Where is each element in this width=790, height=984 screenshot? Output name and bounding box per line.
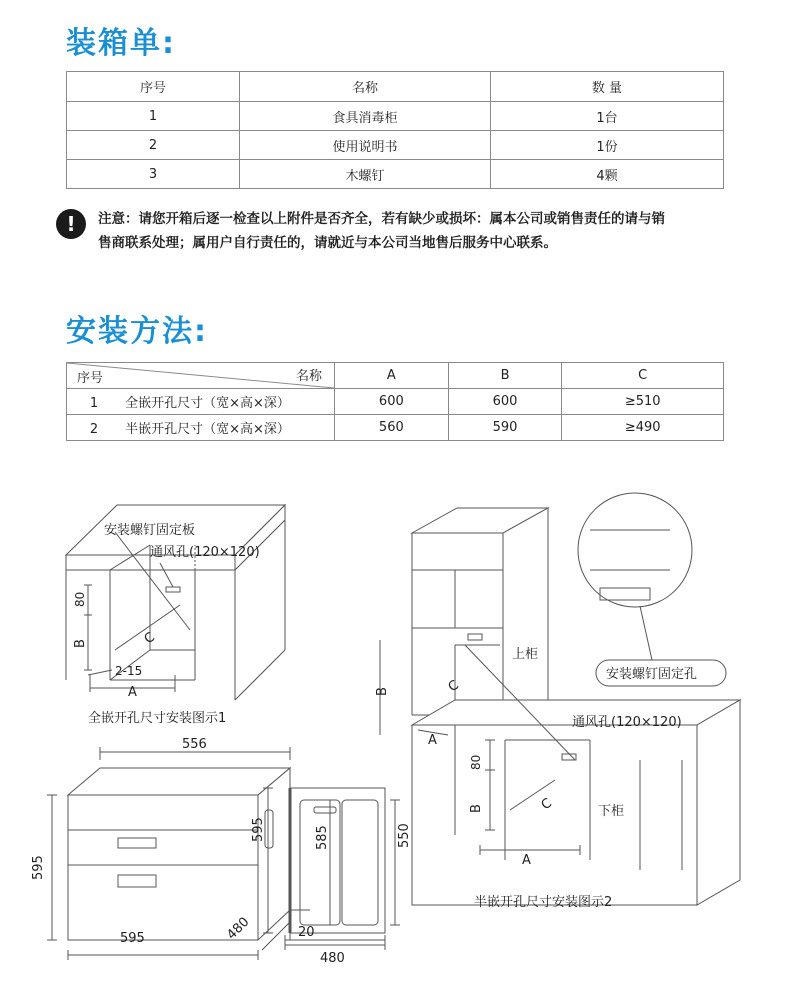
- table-row: [67, 389, 724, 415]
- label-vent-hole: 通风孔(120×120): [150, 545, 260, 560]
- column-header: 名称: [240, 72, 491, 102]
- dim-80: 80: [73, 591, 87, 607]
- figure-2-caption: 半嵌开孔尺寸安装图示2: [474, 895, 613, 910]
- column-header: B: [448, 363, 562, 389]
- table-row: [67, 160, 724, 189]
- install-method-title: 安装方法:: [66, 314, 208, 349]
- table-cell: 590: [448, 415, 562, 441]
- dim-595-side: 595: [251, 817, 266, 842]
- dim-b: B: [73, 639, 88, 648]
- row-name-cell: [67, 389, 335, 415]
- table-cell: ≥490: [562, 415, 724, 441]
- table-cell: 2: [67, 131, 240, 160]
- dim-a: A: [128, 685, 137, 700]
- table-cell: 木螺钉: [240, 160, 491, 189]
- front-view-drawing: [47, 747, 292, 960]
- dim-b-upper: B: [375, 687, 390, 696]
- dim-c-lower: C: [538, 795, 555, 814]
- notice-line-2: 售商联系处理；属用户自行责任的，请就近与本公司当地售后服务中心联系。: [98, 235, 557, 251]
- dim-20: 20: [298, 925, 315, 940]
- table-cell: 4颗: [491, 160, 724, 189]
- packing-list-table: [66, 71, 724, 189]
- dim-585: 585: [315, 825, 330, 850]
- table-cell: 食具消毒柜: [240, 102, 491, 131]
- install-size-table: [66, 362, 724, 441]
- warning-icon: !: [56, 209, 86, 239]
- dim-c-upper: C: [445, 677, 462, 696]
- dim-595-width: 595: [120, 931, 145, 946]
- table-cell: 1台: [491, 102, 724, 131]
- diagonal-header-cell: [67, 363, 335, 389]
- table-cell: 600: [335, 389, 449, 415]
- header-name-label: 名称: [295, 369, 322, 384]
- table-row: [67, 415, 724, 441]
- label-lower-cabinet: 下柜: [598, 804, 625, 819]
- table-cell: 3: [67, 160, 240, 189]
- notice-text: [98, 207, 665, 255]
- dim-a-lower: A: [522, 853, 531, 868]
- label-screw-plate: 安装螺钉固定板: [104, 523, 196, 538]
- row-name: 全嵌开孔尺寸（宽×高×深）: [125, 396, 290, 411]
- figure-1-caption: 全嵌开孔尺寸安装图示1: [88, 711, 227, 726]
- label-vent-hole-2: 通风孔(120×120): [572, 715, 682, 730]
- table-cell: 使用说明书: [240, 131, 491, 160]
- dim-2-15: 2-15: [115, 664, 143, 678]
- dim-c: C: [141, 629, 158, 648]
- table-cell: ≥510: [562, 389, 724, 415]
- notice-line-1: 注意：请您开箱后逐一检查以上附件是否齐全，若有缺少或损坏：属本公司或销售责任的请与销: [98, 211, 665, 227]
- column-header: A: [335, 363, 449, 389]
- column-header: C: [562, 363, 724, 389]
- dim-480-front: 480: [224, 914, 253, 943]
- dim-b-lower: B: [469, 804, 484, 813]
- table-cell: 1份: [491, 131, 724, 160]
- table-header-row: [67, 363, 724, 389]
- table-cell: 1: [67, 102, 240, 131]
- row-number: 2: [89, 422, 99, 437]
- table-row: [67, 131, 724, 160]
- row-name-cell: [67, 415, 335, 441]
- figure-2-drawing: [380, 493, 740, 905]
- table-header-row: [67, 72, 724, 102]
- row-number: 1: [89, 396, 99, 411]
- label-screw-hole: 安装螺钉固定孔: [606, 667, 698, 682]
- column-header: 序号: [67, 72, 240, 102]
- dim-595-height: 595: [31, 855, 46, 880]
- label-upper-cabinet: 上柜: [512, 647, 539, 662]
- notice-block: [56, 207, 746, 255]
- dim-480-side: 480: [320, 951, 345, 966]
- table-cell: 560: [335, 415, 449, 441]
- installation-diagrams: [0, 470, 790, 984]
- row-name: 半嵌开孔尺寸（宽×高×深）: [125, 422, 290, 437]
- table-cell: 600: [448, 389, 562, 415]
- packing-list-title: 装箱单:: [66, 26, 176, 61]
- header-seq-label: 序号: [77, 371, 104, 386]
- dim-a-upper: A: [428, 733, 437, 748]
- dim-550: 550: [397, 823, 412, 848]
- dim-80-lower: 80: [469, 754, 483, 770]
- table-row: [67, 102, 724, 131]
- diagonal-line: [67, 363, 334, 388]
- column-header: 数 量: [491, 72, 724, 102]
- dim-556: 556: [182, 737, 207, 752]
